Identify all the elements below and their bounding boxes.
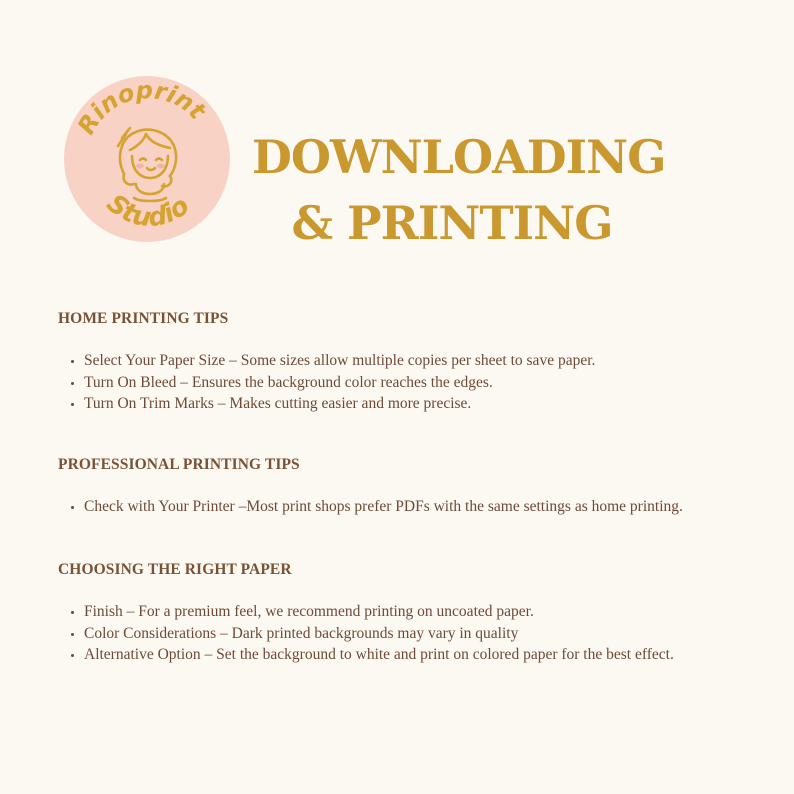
list-item: • Turn On Trim Marks – Makes cutting easier and more precise.: [84, 393, 758, 415]
tips-list: [58, 350, 758, 415]
logo-emblem: [64, 76, 230, 242]
list-item: • Finish – For a premium feel, we recommend printing on uncoated paper.: [84, 601, 758, 623]
list-item: • Check with Your Printer –Most print shops prefer PDFs with the same settings as home printing.: [84, 496, 758, 518]
section-heading: CHOOSING THE RIGHT PAPER: [58, 561, 292, 578]
section-home-printing: [58, 310, 758, 415]
right-cheek: [157, 164, 165, 169]
tips-list: [58, 601, 758, 666]
title-line-2: & PRINTING: [291, 196, 613, 250]
list-item: • Alternative Option – Set the background to white and print on colored paper for the best effect.: [84, 644, 758, 666]
tips-list: [58, 496, 758, 518]
section-heading: HOME PRINTING TIPS: [58, 310, 229, 327]
logo-text-top: Rinoprint: [72, 76, 212, 140]
section-choosing-paper: [58, 561, 758, 666]
left-cheek: [136, 164, 144, 169]
list-item: • Select Your Paper Size – Some sizes allow multiple copies per sheet to save paper.: [84, 350, 758, 372]
logo-text-bottom: Studio: [100, 188, 196, 234]
section-heading: PROFESSIONAL PRINTING TIPS: [58, 456, 300, 473]
studio-logo: [64, 76, 230, 242]
list-item: • Color Considerations – Dark printed backgrounds may vary in quality: [84, 623, 758, 645]
section-professional-printing: [58, 456, 758, 518]
title-line-1: DOWNLOADING: [252, 130, 666, 184]
page-title: [252, 124, 666, 256]
list-item: • Turn On Bleed – Ensures the background color reaches the edges.: [84, 372, 758, 394]
